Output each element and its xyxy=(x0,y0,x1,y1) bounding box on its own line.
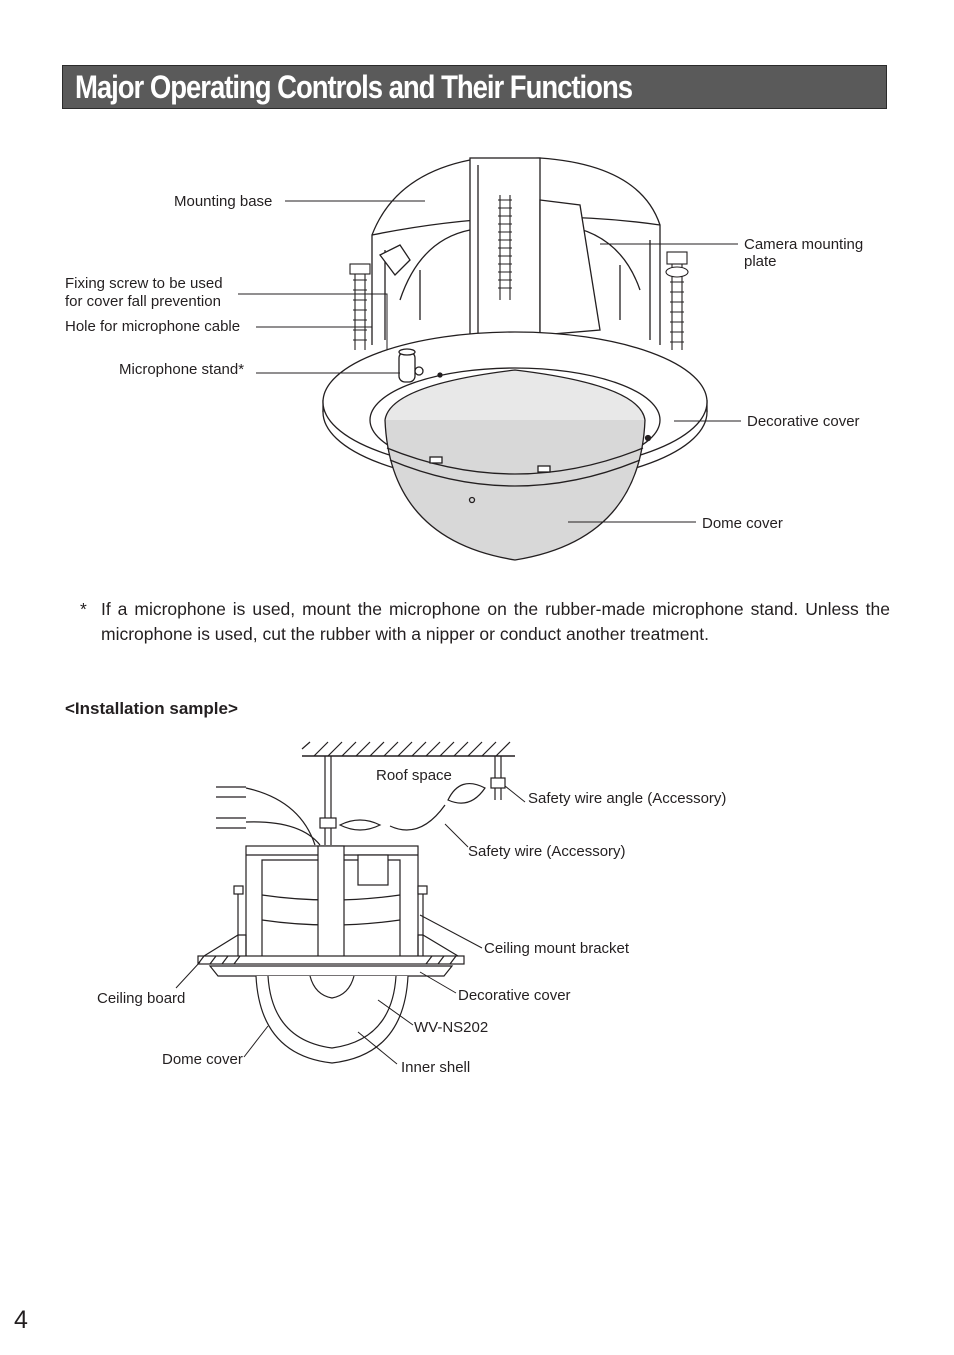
label-roof-space: Roof space xyxy=(376,767,452,784)
label-decorative-cover-install: Decorative cover xyxy=(458,987,571,1004)
label-inner-shell: Inner shell xyxy=(401,1059,471,1076)
label-hole-mic-cable: Hole for microphone cable xyxy=(65,318,241,335)
label-fixing-screw-line1: Fixing screw to be used xyxy=(65,275,223,292)
page-title: Major Operating Controls and Their Functions xyxy=(75,69,632,105)
label-ceiling-mount-bracket: Ceiling mount bracket xyxy=(484,940,630,957)
footnote-text: If a microphone is used, mount the microphone on the rubber-made microphone stand. Unless the microphone is used, cut the rubber with a nipper or conduct another treatment. xyxy=(101,599,890,644)
label-decorative-cover: Decorative cover xyxy=(747,413,860,430)
label-ceiling-board: Ceiling board xyxy=(97,990,186,1007)
label-camera-mounting-line2: plate xyxy=(744,253,777,270)
page-number: 4 xyxy=(14,1306,28,1334)
installation-heading: <Installation sample> xyxy=(65,699,238,718)
label-camera-mounting-line1: Camera mounting xyxy=(744,236,864,253)
label-mic-stand: Microphone stand* xyxy=(119,361,245,378)
label-dome-cover: Dome cover xyxy=(702,515,783,532)
label-mounting-base: Mounting base xyxy=(174,193,273,210)
footnote-marker: * xyxy=(80,599,87,619)
label-dome-cover-install: Dome cover xyxy=(162,1051,243,1068)
label-safety-wire-angle: Safety wire angle (Accessory) xyxy=(528,790,727,807)
label-wv-ns202: WV-NS202 xyxy=(414,1019,489,1036)
label-fixing-screw-line2: for cover fall prevention xyxy=(65,293,221,310)
label-safety-wire: Safety wire (Accessory) xyxy=(468,843,626,860)
